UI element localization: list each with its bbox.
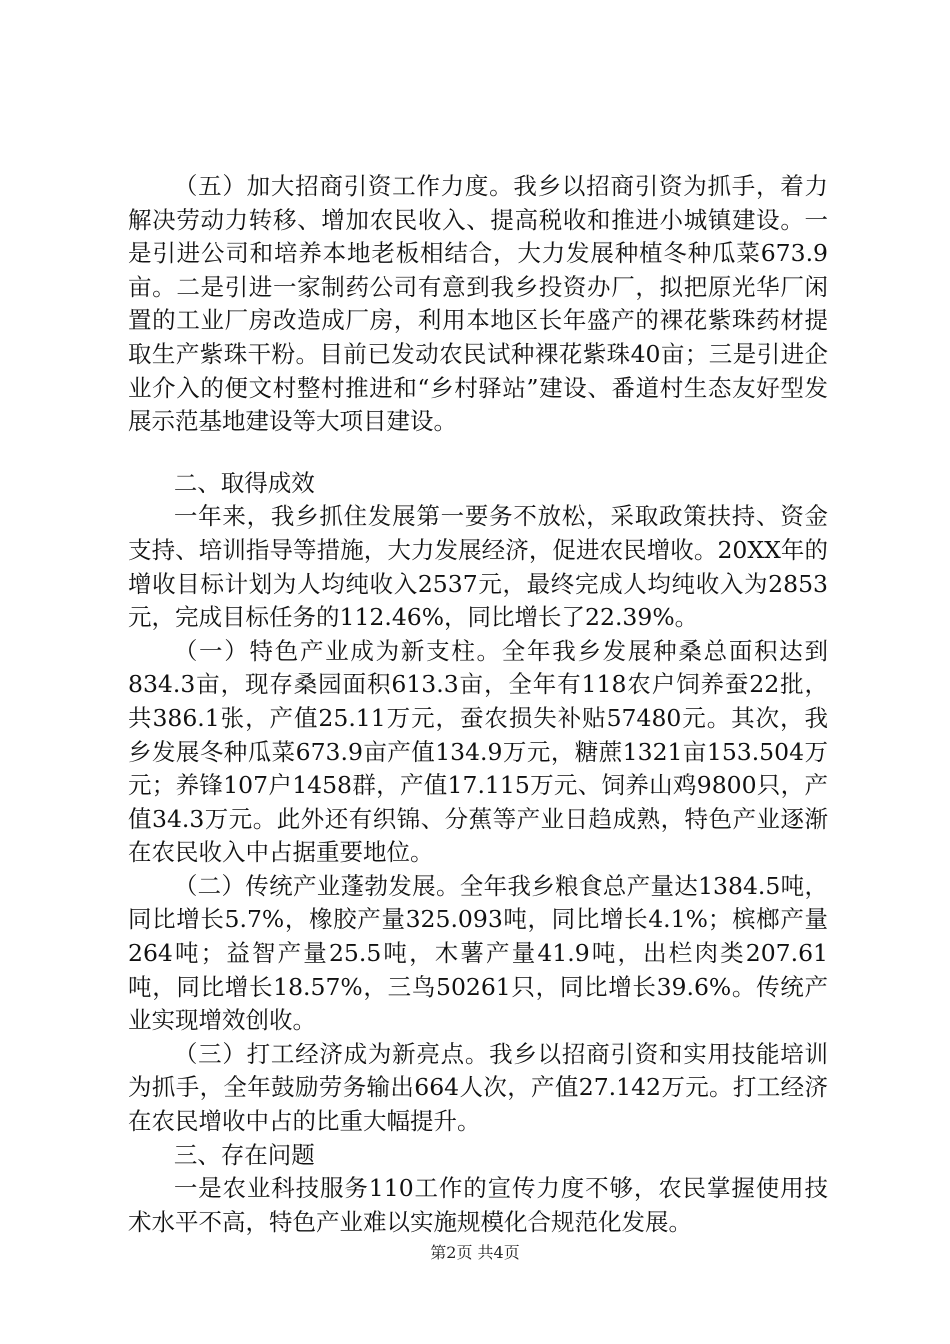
- document-body: [128, 170, 828, 1239]
- paragraph-labor-economy: （三）打工经济成为新亮点。我乡以招商引资和实用技能培训为抓手，全年鼓励劳务输出664人次，产值27.142万元。打工经济在农民增收中占的比重大幅提升。: [128, 1039, 828, 1136]
- paragraph-results-summary: 一年来，我乡抓住发展第一要务不放松，采取政策扶持、资金支持、培训指导等措施，大力发展经济，促进农民增收。20XX年的增收目标计划为人均纯收入2537元，最终完成人均纯收入为2853元，完成目标任务的112.46%，同比增长了22.39%。: [128, 502, 828, 632]
- paragraph-specialty-industry: （一）特色产业成为新支柱。全年我乡发展种桑总面积达到834.3亩，现存桑园面积613.3亩，全年有118农户饲养蚕22批，共386.1张，产值25.11万元，蚕农损失补贴57480元。其次，我乡发展冬种瓜菜673.9亩产值134.9万元，糖蔗1321亩153.504万元；养锋107户1458群，产值17.115万元、饲养山鸡9800只，产值34.3万元。此外还有织锦、分蕉等产业日趋成熟，特色产业逐渐在农民收入中占据重要地位。: [128, 636, 828, 867]
- section-heading-problems: 三、存在问题: [173, 1140, 315, 1169]
- page-footer: 第2页 共4页: [430, 1243, 520, 1262]
- section-heading-results: 二、取得成效: [173, 468, 315, 497]
- paragraph-problem-one: 一是农业科技服务110工作的宣传力度不够，农民掌握使用技术水平不高，特色产业难以实施规模化合规范化发展。: [128, 1174, 828, 1236]
- paragraph-traditional-industry: （二）传统产业蓬勃发展。全年我乡粮食总产量达1384.5吨，同比增长5.7%，橡胶产量325.093吨，同比增长4.1%；槟榔产量264吨；益智产量25.5吨，木薯产量41.9吨，出栏肉类207.61吨，同比增长18.57%，三鸟50261只，同比增长39.6%。传统产业实现增效创收。: [128, 871, 828, 1035]
- paragraph-investment: （五）加大招商引资工作力度。我乡以招商引资为抓手，着力解决劳动力转移、增加农民收入、提高税收和推进小城镇建设。一是引进公司和培养本地老板相结合，大力发展种植冬种瓜菜673.9亩。二是引进一家制药公司有意到我乡投资办厂，拟把原光华厂闲置的工业厂房改造成厂房，利用本地区长年盛产的裸花紫珠药材提取生产紫珠干粉。目前已发动农民试种裸花紫珠40亩；三是引进企业介入的便文村整村推进和“乡村驿站”建设、番道村生态友好型发展示范基地建设等大项目建设。: [128, 172, 828, 436]
